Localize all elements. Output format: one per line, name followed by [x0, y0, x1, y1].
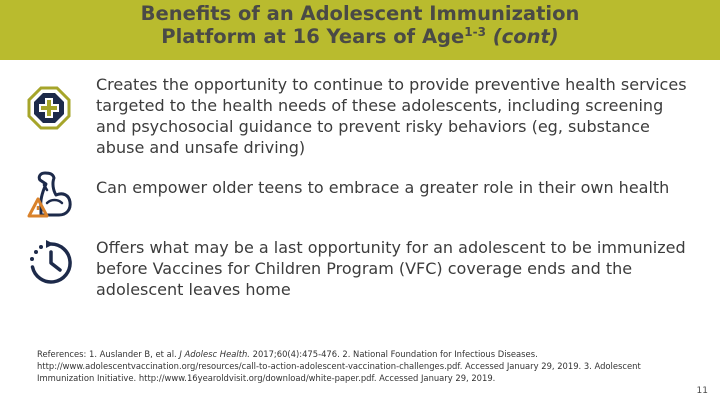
references-text-2: 2017;60(4):475-476. 2. National Foundation for Infectious Diseases. http://www.adolescentvaccination.org/resources/call-to-action-adolescent-vaccination-challenges.pdf. Accessed January 29, 2019. 3. Adolescent Immunization Initiative. http://www.16yearoldvisit.org/download/white-paper.pdf. Accessed January 29, 2019.	[37, 349, 641, 383]
title-line-1: Benefits of an Adolescent Immunization	[140, 2, 580, 25]
benefit-item-1: Creates the opportunity to continue to provide preventive health services targeted to the health needs of these adolescents, including screening and psychosocial guidance to prevent risky behaviors (eg, substance abuse and unsafe driving)	[96, 75, 687, 157]
title-superscript: 1-3	[464, 25, 486, 39]
page-number: 11	[696, 386, 708, 396]
references	[37, 348, 697, 384]
medical-cross-icon	[27, 86, 71, 130]
references-text-1: References: 1. Auslander B, et al.	[37, 349, 180, 359]
references-journal: J Adolesc Health.	[179, 349, 250, 359]
title-line-2-text: Platform at 16 Years of Age	[161, 25, 465, 48]
benefit-item-2: Can empower older teens to embrace a greater role in their own health	[96, 178, 670, 197]
benefit-item-3: Offers what may be a last opportunity for an adolescent to be immunized before Vaccines for Children Program (VFC) coverage ends and the adolescent leaves home	[96, 238, 686, 299]
clock-icon	[27, 240, 75, 286]
title-emphasis: (cont)	[492, 25, 559, 48]
title-line-2	[0, 25, 720, 48]
flexed-arm-icon	[25, 167, 75, 219]
slide-title	[0, 2, 720, 48]
